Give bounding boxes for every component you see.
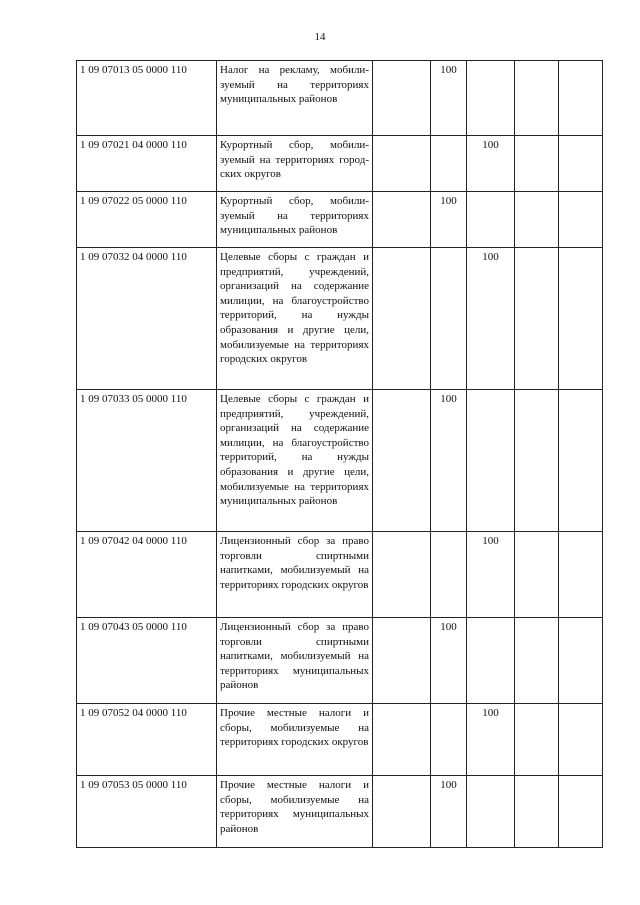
percentage-cell xyxy=(515,192,559,248)
budget-code-cell: 1 09 07033 05 0000 110 xyxy=(77,390,217,532)
budget-code-cell: 1 09 07053 05 0000 110 xyxy=(77,776,217,848)
percentage-cell xyxy=(515,618,559,704)
percentage-cell xyxy=(559,776,603,848)
percentage-cell xyxy=(515,776,559,848)
percentage-cell xyxy=(559,532,603,618)
revenue-description-cell: Налог на рекламу, мобилизуемый на территориях муниципальных районов xyxy=(217,61,373,136)
percentage-cell xyxy=(467,61,515,136)
budget-code-cell: 1 09 07052 04 0000 110 xyxy=(77,704,217,776)
percentage-cell: 100 xyxy=(431,618,467,704)
percentage-cell xyxy=(373,192,431,248)
table-body xyxy=(77,61,603,848)
revenue-description-cell: Прочие местные налоги и сборы, мобилизуемые на территориях муниципальных районов xyxy=(217,776,373,848)
percentage-cell xyxy=(515,532,559,618)
percentage-cell: 100 xyxy=(431,390,467,532)
percentage-cell xyxy=(373,704,431,776)
percentage-cell xyxy=(559,618,603,704)
table-row xyxy=(77,61,603,136)
table-row xyxy=(77,776,603,848)
page-number: 14 xyxy=(314,31,326,43)
percentage-cell xyxy=(467,776,515,848)
percentage-cell xyxy=(515,390,559,532)
percentage-cell xyxy=(559,136,603,192)
percentage-cell xyxy=(559,192,603,248)
revenue-description-cell: Курортный сбор, мобилизуемый на территориях муниципальных районов xyxy=(217,192,373,248)
percentage-cell xyxy=(373,618,431,704)
percentage-cell xyxy=(467,192,515,248)
percentage-cell xyxy=(431,248,467,390)
budget-code-cell: 1 09 07021 04 0000 110 xyxy=(77,136,217,192)
percentage-cell xyxy=(373,776,431,848)
percentage-cell: 100 xyxy=(431,192,467,248)
budget-code-cell: 1 09 07013 05 0000 110 xyxy=(77,61,217,136)
budget-code-cell: 1 09 07043 05 0000 110 xyxy=(77,618,217,704)
table-row xyxy=(77,704,603,776)
percentage-cell xyxy=(515,61,559,136)
revenue-description-cell: Целевые сборы с граждан и предприятий, учреждений, организаций на содержание милиции, на благоустройство территорий, на нужды образования и другие цели, мобилизуемые на территориях городских округов xyxy=(217,248,373,390)
table-row xyxy=(77,192,603,248)
percentage-cell: 100 xyxy=(467,532,515,618)
table-row xyxy=(77,532,603,618)
percentage-cell xyxy=(373,532,431,618)
percentage-cell xyxy=(559,248,603,390)
percentage-cell xyxy=(373,248,431,390)
percentage-cell: 100 xyxy=(467,136,515,192)
percentage-cell: 100 xyxy=(467,248,515,390)
percentage-cell: 100 xyxy=(431,61,467,136)
budget-classification-table xyxy=(76,60,603,848)
percentage-cell xyxy=(559,61,603,136)
percentage-cell xyxy=(467,390,515,532)
percentage-cell xyxy=(515,248,559,390)
budget-code-cell: 1 09 07042 04 0000 110 xyxy=(77,532,217,618)
revenue-description-cell: Курортный сбор, мобилизуемый на территориях городских округов xyxy=(217,136,373,192)
table-row xyxy=(77,618,603,704)
percentage-cell: 100 xyxy=(431,776,467,848)
revenue-description-cell: Лицензионный сбор за право торговли спиртными напитками, мобилизуемый на территориях городских округов xyxy=(217,532,373,618)
budget-code-cell: 1 09 07022 05 0000 110 xyxy=(77,192,217,248)
table-row xyxy=(77,136,603,192)
percentage-cell xyxy=(467,618,515,704)
revenue-description-cell: Целевые сборы с граждан и предприятий, учреждений, организаций на содержание милиции, на благоустройство территорий, на нужды образования и другие цели, мобилизуемые на территориях муниципальных районов xyxy=(217,390,373,532)
percentage-cell xyxy=(373,390,431,532)
percentage-cell xyxy=(515,704,559,776)
percentage-cell: 100 xyxy=(467,704,515,776)
revenue-description-cell: Прочие местные налоги и сборы, мобилизуемые на территориях городских округов xyxy=(217,704,373,776)
revenue-description-cell: Лицензионный сбор за право торговли спиртными напитками, мобилизуемый на территориях муниципальных районов xyxy=(217,618,373,704)
percentage-cell xyxy=(515,136,559,192)
percentage-cell xyxy=(431,704,467,776)
percentage-cell xyxy=(559,704,603,776)
percentage-cell xyxy=(559,390,603,532)
table-row xyxy=(77,248,603,390)
percentage-cell xyxy=(373,136,431,192)
budget-code-cell: 1 09 07032 04 0000 110 xyxy=(77,248,217,390)
table-row xyxy=(77,390,603,532)
percentage-cell xyxy=(431,532,467,618)
percentage-cell xyxy=(431,136,467,192)
percentage-cell xyxy=(373,61,431,136)
